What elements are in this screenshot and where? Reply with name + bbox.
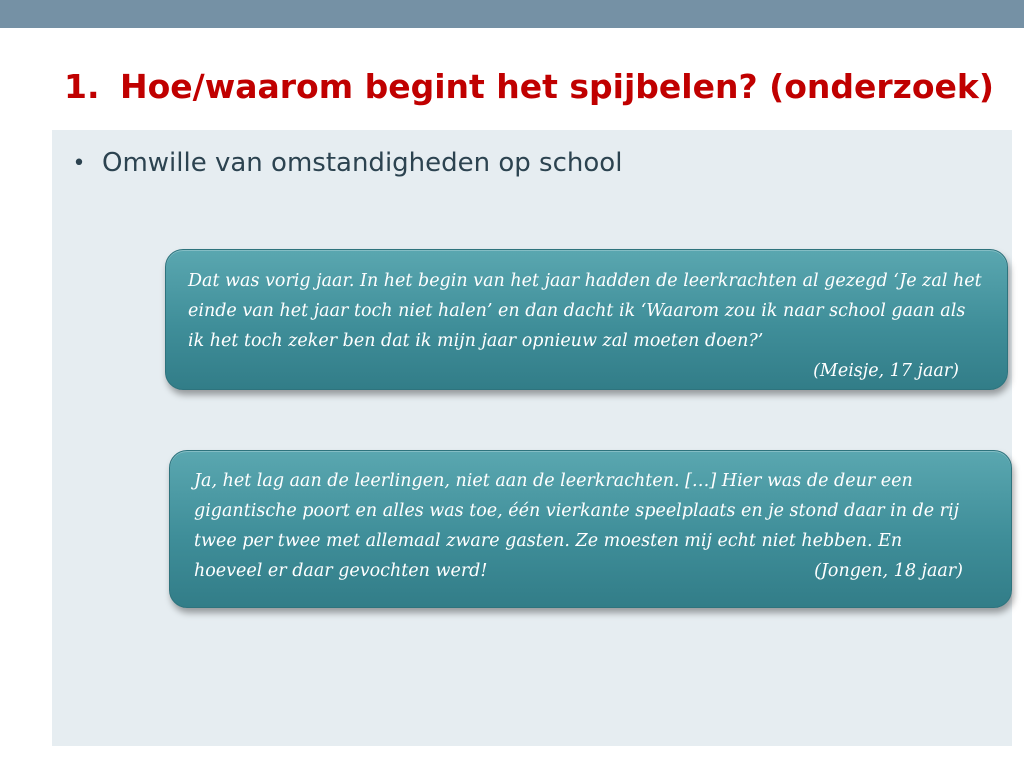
title-text: Hoe/waarom begint het spijbelen? (onderzoek) (120, 66, 994, 106)
quote-box-2 (169, 450, 1012, 608)
quote-2-last-line (194, 556, 987, 586)
content-panel (52, 130, 1012, 746)
slide-title (64, 54, 1004, 118)
bullet-text: Omwille van omstandigheden op school (102, 148, 623, 178)
quote-1-text: Dat was vorig jaar. In het begin van het jaar hadden de leerkrachten al gezegd ‘Je zal het einde van het jaar toch niet halen’ en dan dacht ik ‘Waarom zou ik naar school gaan als ik het toch zeker ben dat ik mijn jaar opnieuw zal moeten doen?’ (188, 271, 982, 351)
quote-2-text: Ja, het lag aan de leerlingen, niet aan de leerkrachten. […] Hier was de deur een gigantische poort en alles was toe, één vierkante speelplaats en je stond daar in de rij twee per twee met allemaal zware gasten. Ze moesten mij echt niet hebben. En (194, 471, 960, 551)
quote-2-attribution: (Jongen, 18 jaar) (814, 561, 963, 581)
quote-2-last-text: hoeveel er daar gevochten werd! (194, 561, 488, 581)
quote-box-1 (165, 249, 1008, 390)
title-number: 1. (64, 66, 100, 106)
top-bar (0, 0, 1024, 28)
quote-1-attribution: (Meisje, 17 jaar) (813, 361, 959, 381)
bullet-item (56, 143, 622, 183)
bullet-icon: • (72, 150, 86, 176)
